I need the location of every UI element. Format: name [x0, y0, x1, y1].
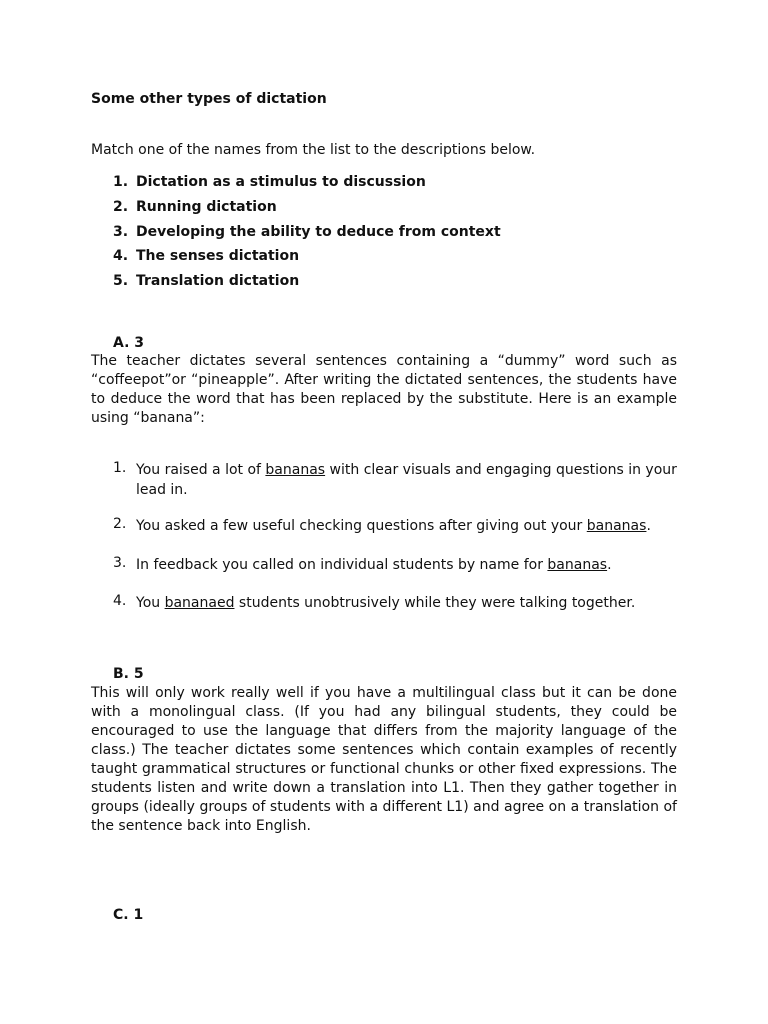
option-label: Running dictation	[136, 199, 277, 215]
example-sentence	[136, 555, 677, 575]
section-a-heading: A. 3	[113, 335, 145, 351]
dummy-word: bananaed	[164, 595, 235, 611]
section-b-paragraph: This will only work really well if you have a multilingual class but it can be done with a monolingual class. (If you had any bilingual students, they could be encouraged to use the language that differs from the majority language of the class.) The teacher dictates some sentences which contain examples of recently taught grammatical structures or functional chunks or other fixed expressions. The students listen and write down a translation into L1. Then they gather together in groups (ideally groups of students with a different L1) and agree on a translation of the sentence back into English.	[91, 685, 677, 834]
dummy-word: bananas	[547, 557, 608, 573]
example-sentence	[136, 593, 677, 613]
example-text: You raised a lot of	[136, 462, 266, 478]
example-number: 3.	[113, 555, 127, 571]
option-number: 5.	[113, 273, 129, 289]
option-number: 4.	[113, 248, 129, 264]
option-label: Dictation as a stimulus to discussion	[136, 174, 426, 190]
example-text: You asked a few useful checking questions after giving out your	[136, 518, 587, 534]
example-text: In feedback you called on individual students by name for	[136, 557, 548, 573]
option-label: Translation dictation	[136, 273, 300, 289]
example-number: 2.	[113, 516, 127, 532]
section-a-paragraph: The teacher dictates several sentences containing a “dummy” word such as “coffeepot”or “pineapple”. After writing the dictated sentences, the students have to deduce the word that has been replaced by the substitute. Here is an example using “banana”:	[91, 353, 677, 426]
option-number: 1.	[113, 174, 129, 190]
instruction-text: Match one of the names from the list to the descriptions below.	[91, 142, 536, 158]
dummy-word: bananas	[265, 462, 326, 478]
example-text: .	[646, 518, 651, 534]
example-sentence	[136, 460, 677, 500]
page-title: Some other types of dictation	[91, 91, 327, 107]
example-sentence	[136, 516, 677, 536]
option-label: Developing the ability to deduce from context	[136, 224, 501, 240]
dummy-word: bananas	[586, 518, 647, 534]
section-c-heading: C. 1	[113, 907, 144, 923]
section-b-heading: B. 5	[113, 666, 144, 682]
option-label: The senses dictation	[136, 248, 300, 264]
example-text: with clear visuals and engaging questions in your lead in.	[136, 462, 677, 498]
example-number: 1.	[113, 460, 127, 476]
example-number: 4.	[113, 593, 127, 609]
option-number: 2.	[113, 199, 129, 215]
option-number: 3.	[113, 224, 129, 240]
example-text: .	[607, 557, 612, 573]
example-text: You	[136, 595, 165, 611]
example-text: students unobtrusively while they were talking together.	[234, 595, 636, 611]
